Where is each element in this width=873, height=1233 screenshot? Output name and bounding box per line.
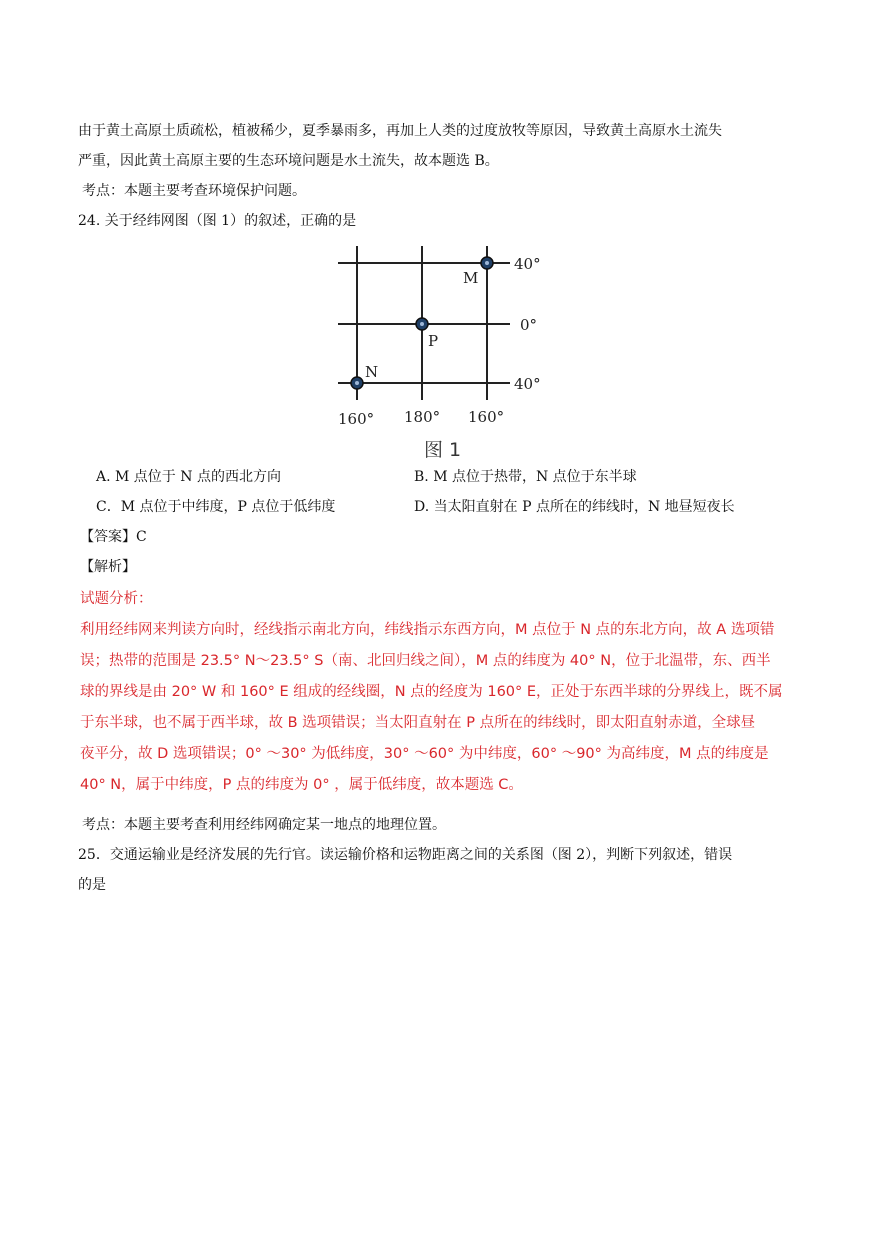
option-b: B. M 点位于热带，N 点位于东半球 — [414, 469, 637, 485]
graticule-figure — [330, 244, 552, 464]
analysis-line-3: 球的界线是由 20° W 和 160° E 组成的经线圈，N 点的经度为 160° E，正处于东西半球的分界线上，既不属 — [80, 684, 783, 700]
point-n-dot — [355, 381, 359, 385]
lon-label-160-right: 160° — [468, 408, 505, 426]
option-c: C．M 点位于中纬度，P 点位于低纬度 — [96, 499, 336, 515]
point-p-dot — [420, 322, 424, 326]
analysis-title: 试题分析： — [80, 591, 153, 607]
analysis-line-5: 夜平分，故 D 选项错误；0° ～30° 为低纬度，30° ～60° 为中纬度，60° ～90° 为高纬度，M 点的纬度是 — [80, 746, 769, 762]
question-24-stem: 24. 关于经纬网图（图 1）的叙述，正确的是 — [78, 213, 357, 229]
point-n-label: N — [365, 363, 379, 381]
analysis-line-2: 误；热带的范围是 23.5° N～23.5° S（南、北回归线之间），M 点的纬度为 40° N，位于北温带，东、西半 — [80, 653, 771, 669]
question-25-line-1: 25．交通运输业是经济发展的先行官。读运输价格和运物距离之间的关系图（图 2），判断下列叙述，错误 — [78, 847, 733, 863]
answer: 【答案】C — [80, 529, 147, 545]
analysis-line-1: 利用经纬网来判读方向时，经线指示南北方向，纬线指示东西方向，M 点位于 N 点的东北方向，故 A 选项错 — [80, 622, 775, 638]
lat-label-40s: 40° — [514, 375, 541, 393]
prev-answer-line-2: 严重，因此黄土高原主要的生态环境问题是水土流失，故本题选 B。 — [78, 153, 499, 169]
analysis-line-6: 40° N，属于中纬度，P 点的纬度为 0° ，属于低纬度，故本题选 C。 — [80, 777, 523, 793]
option-a: A. M 点位于 N 点的西北方向 — [96, 469, 281, 485]
prev-kaodian: 考点：本题主要考查环境保护问题。 — [82, 183, 306, 199]
q24-kaodian: 考点：本题主要考查利用经纬网确定某一地点的地理位置。 — [82, 817, 446, 833]
question-25-line-2: 的是 — [78, 877, 106, 893]
lon-label-180: 180° — [404, 408, 441, 426]
figure-caption: 图 1 — [424, 439, 462, 461]
jiexi-heading: 【解析】 — [80, 559, 136, 575]
option-d: D. 当太阳直射在 P 点所在的纬线时，N 地昼短夜长 — [414, 499, 735, 515]
graticule-svg — [330, 244, 552, 464]
lat-label-40n: 40° — [514, 255, 541, 273]
prev-answer-line-1: 由于黄土高原土质疏松，植被稀少，夏季暴雨多，再加上人类的过度放牧等原因，导致黄土高原水土流失 — [78, 123, 722, 139]
lat-label-0: 0° — [520, 316, 538, 334]
point-p-label: P — [428, 332, 439, 350]
analysis-line-4: 于东半球，也不属于西半球，故 B 选项错误；当太阳直射在 P 点所在的纬线时，即太阳直射赤道，全球昼 — [80, 715, 756, 731]
point-m-dot — [485, 261, 489, 265]
lon-label-160-left: 160° — [338, 410, 375, 428]
point-m-label: M — [463, 269, 479, 287]
